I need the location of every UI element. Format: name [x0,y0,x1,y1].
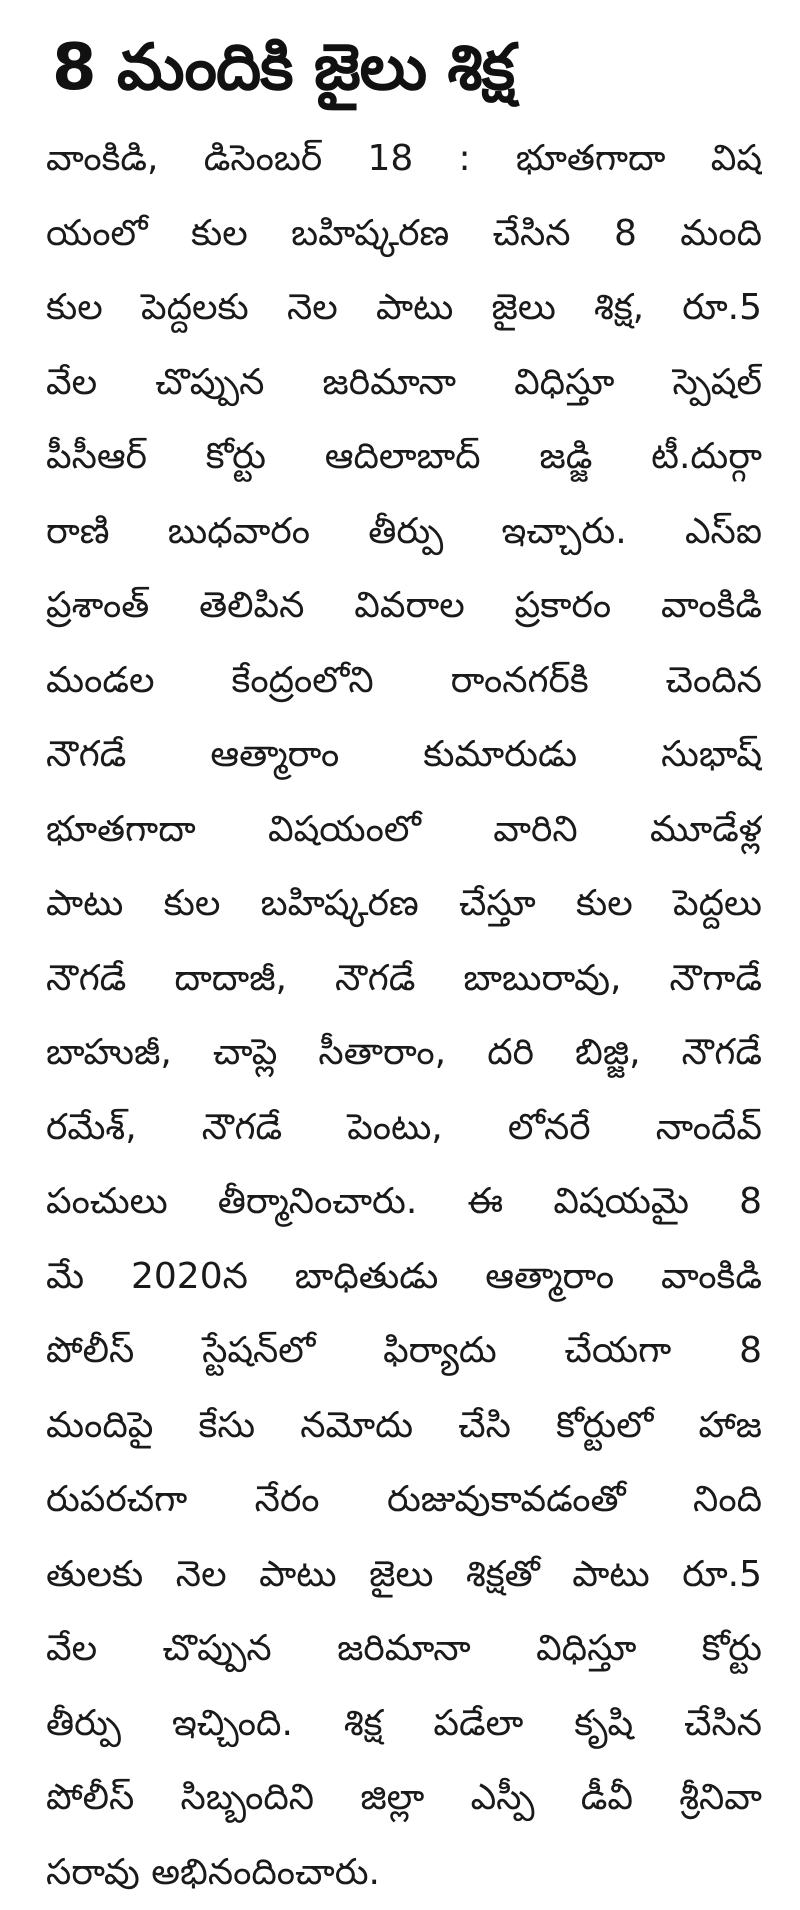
body-line: పోలీస్ స్టేషన్‌లో ఫిర్యాదు చేయగా 8 [46,1314,762,1389]
body-line: కుల పెద్దలకు నెల పాటు జైలు శిక్ష, రూ.5 [46,271,762,346]
body-line: నౌగడే దాదాజీ, నౌగడే బాబురావు, నౌగాడే [46,942,762,1017]
body-line: పోలీస్ సిబ్బందిని జిల్లా ఎస్పీ డీవీ శ్రీనివా [46,1761,762,1836]
article-headline: 8 మందికి జైలు శిక్ష [52,18,772,118]
body-line: తులకు నెల పాటు జైలు శిక్షతో పాటు రూ.5 [46,1538,762,1613]
body-line: యంలో కుల బహిష్కరణ చేసిన 8 మంది [46,197,762,272]
body-line: వేల చొప్పున జరిమానా విధిస్తూ కోర్టు [46,1612,762,1687]
body-line: బాహుజీ, చాప్లె సీతారాం, దరి బిజ్జి, నౌగడే [46,1016,762,1091]
body-line: రాణి బుధవారం తీర్పు ఇచ్చారు. ఎస్ఐ [46,495,762,570]
body-line: ప్రశాంత్ తెలిపిన వివరాల ప్రకారం వాంకిడి [46,569,762,644]
body-line: పాటు కుల బహిష్కరణ చేస్తూ కుల పెద్దలు [46,867,762,942]
body-line: మండల కేంద్రంలోని రాంనగర్‌కి చెందిన [46,644,762,719]
body-line: వాంకిడి, డిసెంబర్ 18 : భూతగాదా విష [46,122,762,197]
body-line: పీసీఆర్ కోర్టు ఆదిలాబాద్ జడ్జి టీ.దుర్గా [46,420,762,495]
body-line: పంచులు తీర్మానించారు. ఈ విషయమై 8 [46,1165,762,1240]
body-line: మే 2020న బాధితుడు ఆత్మారాం వాంకిడి [46,1240,762,1315]
body-line: తీర్పు ఇచ్చింది. శిక్ష పడేలా కృషి చేసిన [46,1687,762,1762]
body-line: వేల చొప్పున జరిమానా విధిస్తూ స్పెషల్ [46,346,762,421]
body-line: మందిపై కేసు నమోదు చేసి కోర్టులో హాజ [46,1389,762,1464]
body-line: భూతగాదా విషయంలో వారిని మూడేళ్ల [46,793,762,868]
body-line: రమేశ్, నౌగడే పెంటు, లోనరే నాందేవ్ [46,1091,762,1166]
body-line: రుపరచగా నేరం రుజువుకావడంతో నింది [46,1463,762,1538]
body-line: నౌగడే ఆత్మారాం కుమారుడు సుభాష్ [46,718,762,793]
body-line-last: సరావు అభినందించారు. [46,1836,762,1910]
article-body [46,122,762,1910]
